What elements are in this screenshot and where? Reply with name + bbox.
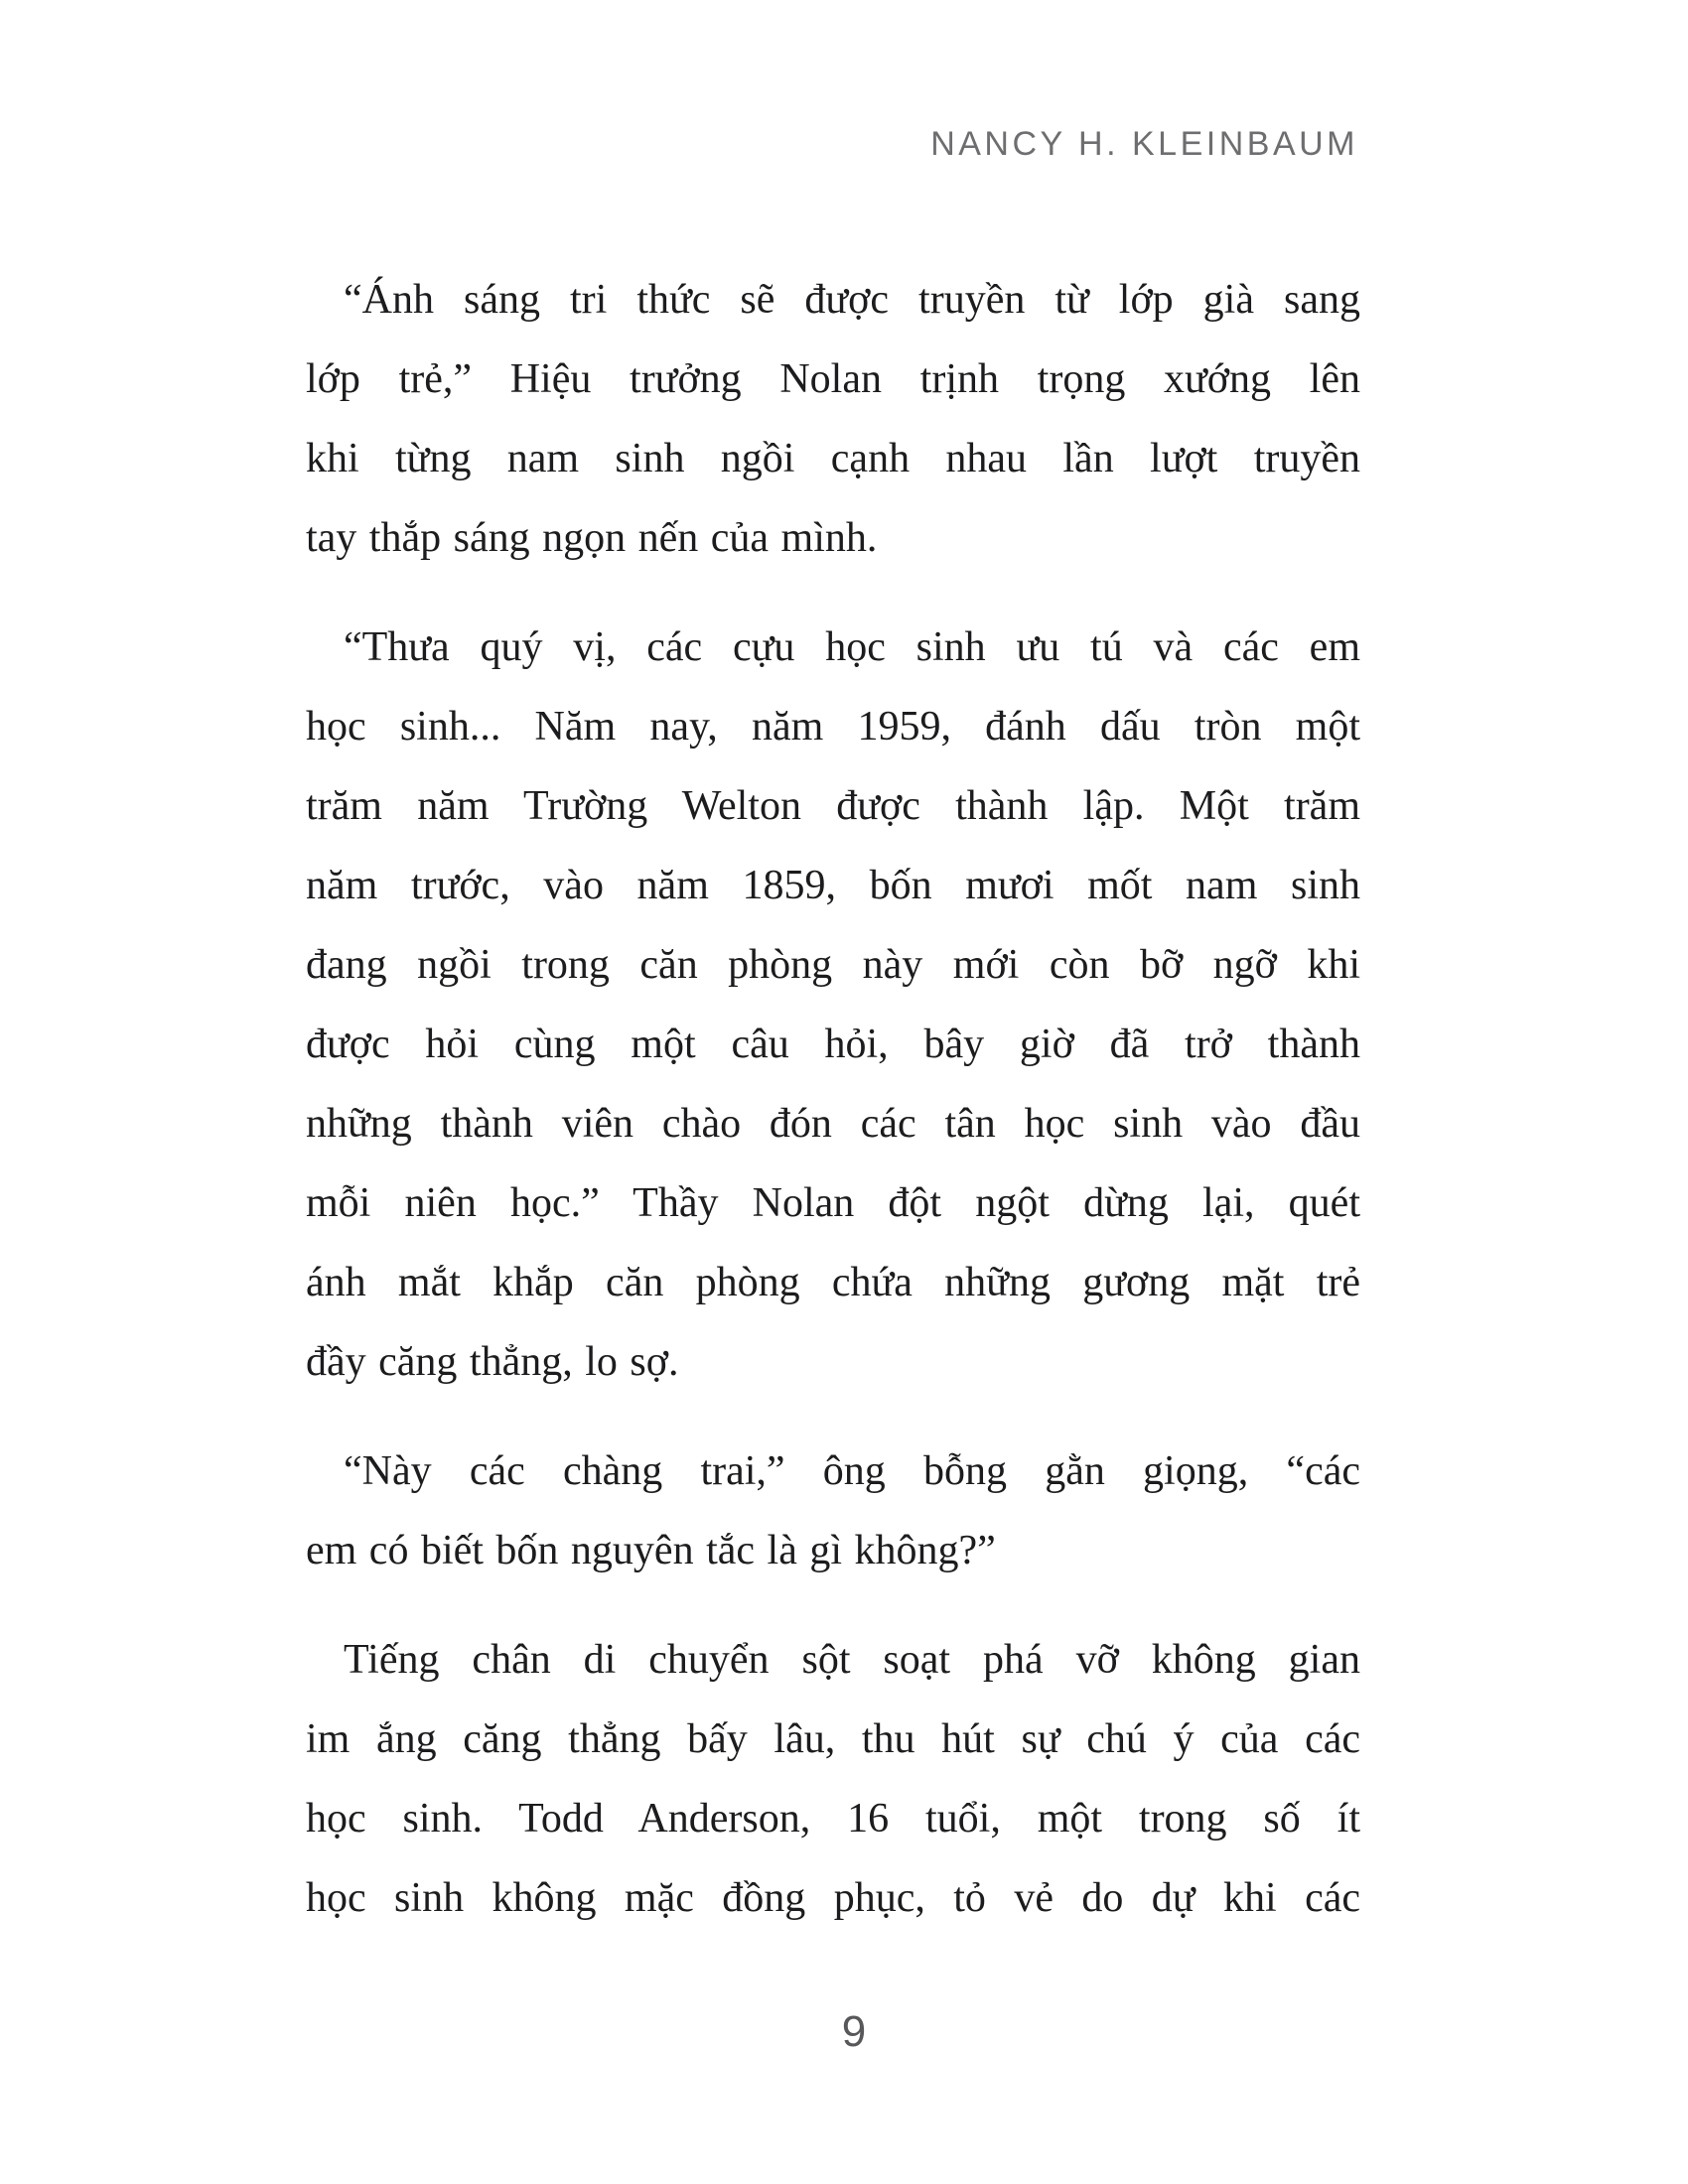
text-line: “Thưa quý vị, các cựu học sinh ưu tú và các em	[344, 624, 1360, 670]
text-line: “Ánh sáng tri thức sẽ được truyền từ lớp già sang	[344, 277, 1360, 323]
paragraph	[306, 260, 1360, 578]
paragraphs	[306, 260, 1360, 1938]
body-text-block	[306, 260, 1360, 1938]
text-line: “Này các chàng trai,” ông bỗng gằn giọng, “các	[344, 1448, 1360, 1494]
text-line: khi từng nam sinh ngồi cạnh nhau lần lượt truyền	[306, 436, 1360, 481]
paragraph	[306, 1620, 1360, 1938]
text-line: học sinh. Todd Anderson, 16 tuổi, một trong số ít	[306, 1796, 1360, 1842]
text-line: tay thắp sáng ngọn nến của mình.	[306, 515, 878, 561]
text-line: học sinh... Năm nay, năm 1959, đánh dấu tròn một	[306, 704, 1360, 750]
running-header-author: NANCY H. KLEINBAUM	[930, 125, 1358, 163]
text-line: im ắng căng thẳng bấy lâu, thu hút sự chú ý của các	[306, 1716, 1360, 1762]
page-number: 9	[841, 2007, 867, 2056]
text-line: những thành viên chào đón các tân học sinh vào đầu	[306, 1101, 1360, 1147]
text-line: trăm năm Trường Welton được thành lập. Một trăm	[306, 783, 1360, 829]
text-line: học sinh không mặc đồng phục, tỏ vẻ do dự khi các	[306, 1875, 1360, 1921]
text-line: mỗi niên học.” Thầy Nolan đột ngột dừng lại, quét	[306, 1180, 1360, 1226]
text-line: em có biết bốn nguyên tắc là gì không?”	[306, 1528, 996, 1573]
text-line: ánh mắt khắp căn phòng chứa những gương mặt trẻ	[306, 1260, 1360, 1305]
text-line: lớp trẻ,” Hiệu trưởng Nolan trịnh trọng xướng lên	[306, 356, 1360, 402]
text-line: Tiếng chân di chuyển sột soạt phá vỡ không gian	[344, 1637, 1360, 1683]
paragraph	[306, 1432, 1360, 1590]
text-line: năm trước, vào năm 1859, bốn mươi mốt nam sinh	[306, 863, 1360, 908]
text-line: đầy căng thẳng, lo sợ.	[306, 1339, 679, 1385]
text-line: đang ngồi trong căn phòng này mới còn bỡ ngỡ khi	[306, 942, 1360, 988]
paragraph	[306, 608, 1360, 1402]
text-line: được hỏi cùng một câu hỏi, bây giờ đã trở thành	[306, 1022, 1360, 1067]
